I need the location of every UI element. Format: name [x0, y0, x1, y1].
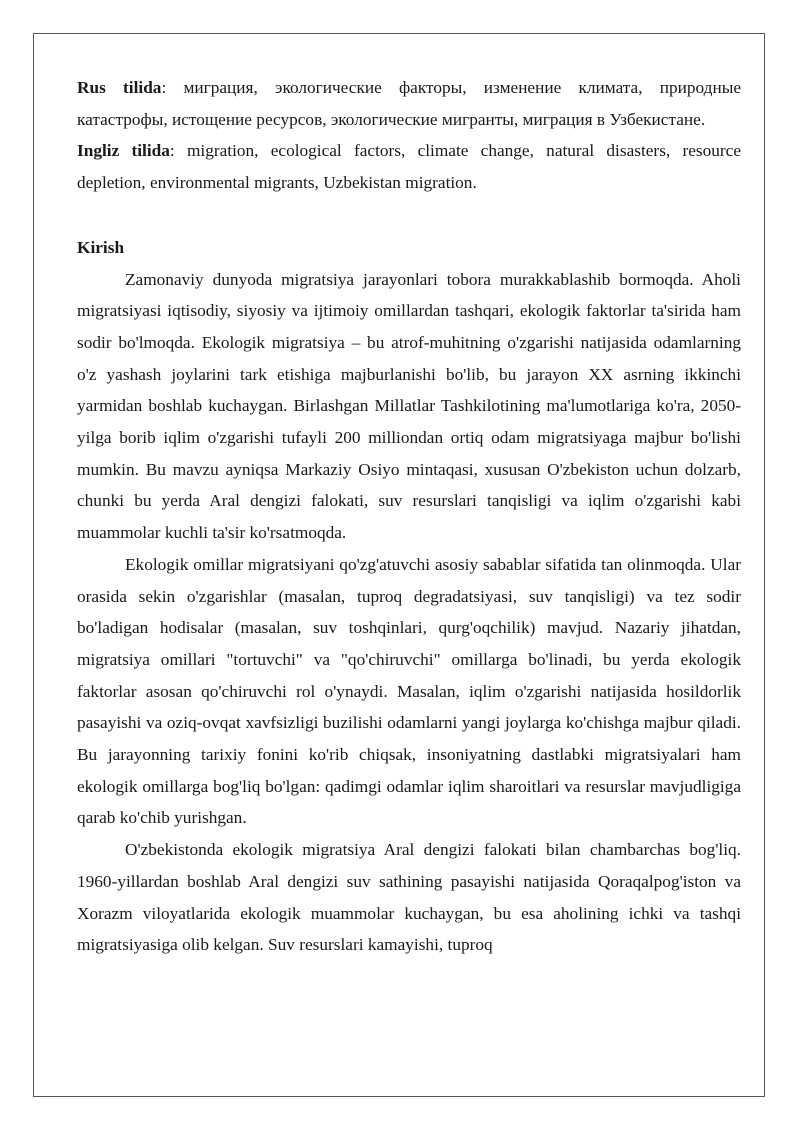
- paragraph: Ekologik omillar migratsiyani qo'zg'atuvchi asosiy sabablar sifatida tan olinmoqda. Ular orasida sekin o'zgarishlar (masalan, tuproq degradatsiyasi, suv tanqisligi) va tez sodir bo'ladigan hodisalar (masalan, suv toshqinlari, qurg'oqchilik) mavjud. Nazariy jihatdan, migratsiya omillari "tortuvchi" va "qo'chiruvchi" omillarga bo'linadi, bu yerda ekologik faktorlar asosan qo'chiruvchi rol o'ynaydi. Masalan, iqlim o'zgarishi natijasida hosildorlik pasayishi va oziq-ovqat xavfsizligi buzilishi odamlarni yangi joylarga ko'chishga majbur qiladi. Bu jarayonning tarixiy fonini ko'rib chiqsak, insoniyatning dastlabki migratsiyalari ham ekologik omillarga bog'liq bo'lgan: qadimgi odamlar iqlim sharoitlari va resurslar mavjudligiga qarab ko'chib yurishgan.: [77, 554, 741, 828]
- keywords-english-text: : migration, ecological factors, climate change, natural disasters, resource depletion, environmental migrants, Uzbekistan migration.: [77, 141, 742, 193]
- keywords-english: [77, 135, 741, 198]
- paragraph: Zamonaviy dunyoda migratsiya jarayonlari tobora murakkablashib bormoqda. Aholi migratsiyasi iqtisodiy, siyosiy va ijtimoiy omillardan tashqari, ekologik faktorlar ta'sirida ham sodir bo'lmoqda. Ekologik migratsiya – bu atrof-muhitning o'zgarishi natijasida odamlarning o'z yashash joylarini tark etishiga majburlanishi bo'lib, bu jarayon XX asrning ikkinchi yarmidan boshlab kuchaygan. Birlashgan Millatlar Tashkilotining ma'lumotlariga ko'ra, 2050-yilga borib iqlim o'zgarishi tufayli 200 milliondan ortiq odam migratsiyaga majbur bo'lishi mumkin. Bu mavzu ayniqsa Markaziy Osiyo mintaqasi, xususan O'zbekiston uchun dolzarb, chunki bu yerda Aral dengizi falokati, suv resurslari tanqisligi va iqlim o'zgarishi kabi muammolar kuchli ta'sir ko'rsatmoqda.: [77, 269, 741, 543]
- section-heading: Kirish: [77, 237, 125, 257]
- keywords-russian: [77, 72, 741, 135]
- keywords-russian-text: : миграция, экологические факторы, изменение климата, природные катастрофы, истощение ресурсов, экологические мигранты, миграция в Узбекистане.: [77, 78, 742, 129]
- keywords-english-label: Ingliz tilida: [77, 141, 170, 161]
- keywords-russian-label: Rus tilida: [77, 78, 162, 97]
- paragraph: O'zbekistonda ekologik migratsiya Aral dengizi falokati bilan chambarchas bog'liq. 1960-yillardan boshlab Aral dengizi suv sathining pasayishi natijasida Qoraqalpog'iston va Xorazm viloyatlarida ekologik muammolar kuchaygan, bu esa aholining ichki va tashqi migratsiyasiga olib kelgan. Suv resurslari kamayishi, tuproq: [77, 840, 741, 955]
- document-body: [77, 72, 741, 961]
